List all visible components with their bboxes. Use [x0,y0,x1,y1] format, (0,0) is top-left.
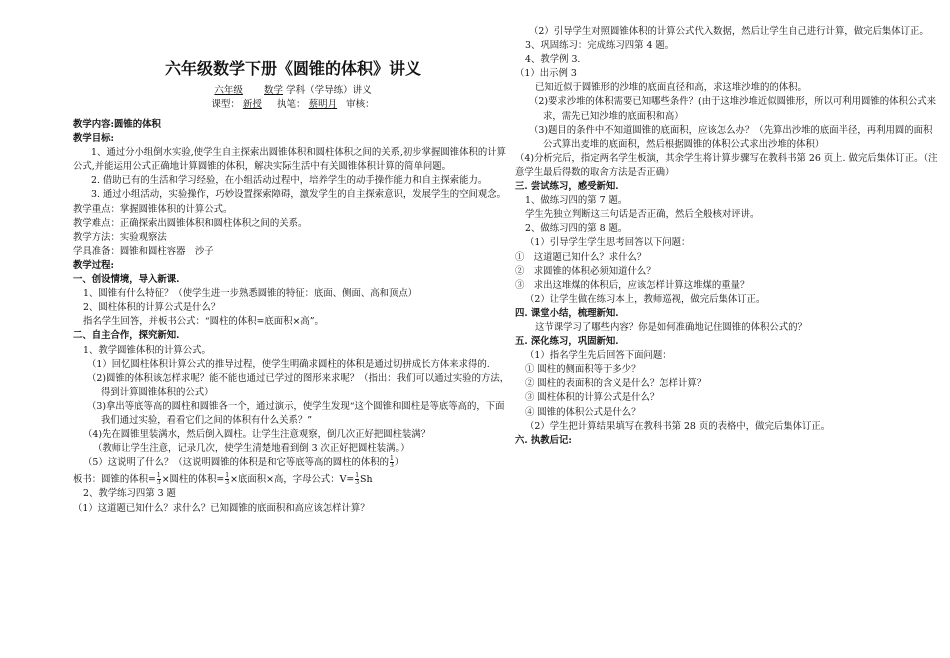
board-formula: 板书：圆锥的体积= $\frac{1}{3}$ ×圆柱的体积= $\frac{1}{3}$ ×底面积×高，字母公式：V= $\frac{1}{3}$ Sh [73,472,373,487]
difficult-point: 教学难点：正确探索出圆锥体积和圆柱体积之间的关系。 [73,217,308,229]
list-item: （4)先在圆锥里装满水，然后倒入圆柱。让学生注意观察，倒几次正好把圆柱装满？ [83,429,431,441]
list-item: （1）这道题已知什么？求什么？已知圆锥的底面积和高应该怎样计算？ [73,502,370,514]
list-item: 指名学生回答，并板书公式：“圆柱的体积=底面积×高”。 [83,316,324,328]
list-item: ② 圆柱的表面积的含义是什么？怎样计算？ [525,378,707,390]
list-item: 2、圆柱体积的计算公式是什么？ [83,302,221,314]
list-item: 这节课学习了哪些内容？你是如何准确地记住圆锥的体积公式的？ [535,321,807,333]
teaching-content: 教学内容:圆锥的体积 [73,119,161,130]
goal-2: 2. 借助已有的生活和学习经验，在小组活动过程中，培养学生的动手操作能力和自主探索能力。 [91,175,488,187]
list-item: ① 圆柱的侧面积等于多少？ [525,364,641,376]
section-6-heading: 六. 执教后记: [515,434,572,446]
list-item: ③ 圆柱体积的计算公式是什么？ [525,392,660,404]
section-1-heading: 一、创设情境，导入新课. [73,274,180,286]
fraction-one-third: $\frac{1}{3}$ [389,455,394,470]
list-item: （2)圆锥的体积该怎样求呢？能不能也通过已学过的图形来求呢？（指出：我们可以通过实验的方法，得到计算圆锥体积的公式） [87,372,510,398]
list-item: （2）引导学生对照圆锥体积的计算公式代入数据，然后让学生自己进行计算，做完后集体订正。 [529,26,929,37]
list-item: （2)要求沙堆的体积需要已知哪些条件？(由于这堆沙堆近似圆锥形，所以可利用圆锥的体积公式来求，需先已知沙堆的底面积和高） [529,96,937,122]
author-line: 课型： 新授 执笔： 蔡明月 审核： [211,99,375,110]
list-item: （1）引导学生学生思考回答以下问题： [525,237,691,249]
tools: 学具准备：圆锥和圆柱容器 沙子 [73,245,214,257]
list-item: 1、教学圆锥体积的计算公式。 [83,344,211,356]
teaching-method: 教学方法：实验观察法 [73,231,167,243]
list-item: （2）让学生做在练习本上，教师巡视，做完后集体订正。 [525,293,766,305]
process-heading: 教学过程: [73,259,114,271]
page-title: 六年级数学下册《圆锥的体积》讲义 [164,59,421,78]
list-item: （教师让学生注意，记录几次，使学生清楚地看到倒 3 次正好把圆柱装满。） [93,443,410,455]
list-item: 2、做练习四的第 8 题。 [525,223,628,235]
list-item: ② 求圆锥的体积必须知道什么？ [515,265,656,277]
section-3-heading: 三. 尝试练习，感受新知. [515,181,619,193]
list-item: （4)分析完后，指定两名学生板演，其余学生将计算步骤写在教科书第 26 页上. 做完后集体订正。（注意学生最后得数的取舍方法是否正确） [515,152,938,178]
right-column [515,25,940,448]
list-item: （3)拿出等底等高的圆柱和圆锥各一个，通过演示，使学生发现“这个圆锥和圆柱是等底等高的，下面我们通过实验，看看它们之间的体积有什么关系？” [87,400,505,426]
list-item: 1、圆锥有什么特征？（使学生进一步熟悉圆锥的特征：底面、侧面、高和顶点） [83,288,418,300]
subject-line: 六年级 数学 学科（学导练）讲义 [214,85,372,96]
list-item: （5）这说明了什么？（这说明圆锥的体积是和它等底等高的圆柱的体积的 $\frac{1}{3}$ ） [83,455,405,470]
key-point: 教学重点：掌握圆锥体积的计算公式。 [73,203,233,215]
list-item: （1）指名学生先后回答下面问题： [525,350,672,362]
list-item: ③ 求出这堆煤的体积后，应该怎样计算这堆煤的重量？ [515,279,750,291]
list-item: 学生先独立判断这三句话是否正确，然后全般核对评讲。 [525,209,760,221]
list-item: 1、做练习四的第 7 题。 [525,195,628,207]
section-5-heading: 五. 深化练习，巩固新知. [515,336,619,348]
goal-3: 3. 通过小组活动，实验操作，巧妙设置探索障碍，激发学生的自主探索意识，发展学生的空间观念。 [91,189,507,201]
section-4-heading: 四. 课堂小结，梳理新知. [515,307,619,319]
list-item: 3、巩固练习：完成练习四第 4 题。 [525,40,675,52]
list-item: 已知近似于圆锥形的沙堆的底面直径和高，求这堆沙堆的的体积。 [535,82,807,94]
section-2-heading: 二、自主合作，探究新知. [73,330,180,342]
goals-heading: 教学目标: [73,133,114,145]
goal-1: 1、通过分小组倒水实验,使学生自主探索出圆锥体积和圆柱体积之间的关系,初步掌握圆锥体积的计算公式,并能运用公式正确地计算圆锥的体积，解决实际生活中有关圆锥体积计算的简单问题。 [73,147,507,173]
list-item: （3)题目的条件中不知道圆锥的底面积，应该怎么办？（先算出沙堆的底面半径，再利用圆的面积公式算出麦堆的底面积，然后根据圆锥的体积公式求出沙堆的体积） [529,124,933,150]
list-item: （1）出示例 3 [515,68,577,80]
list-item: ① 这道题已知什么？求什么？ [515,251,647,263]
list-item: ④ 圆锥的体积公式是什么？ [525,406,641,418]
list-item: 2、教学练习四第 3 题 [83,488,176,500]
list-item: （2）学生把计算结果填写在教科书第 28 页的表格中，做完后集体订正。 [525,420,831,432]
list-item: （1）回忆圆柱体积计算公式的推导过程，使学生明确求圆柱的体积是通过切拼成长方体来求得的. [87,358,490,370]
list-item: 4、教学例 3. [525,54,581,66]
left-column [73,58,513,516]
